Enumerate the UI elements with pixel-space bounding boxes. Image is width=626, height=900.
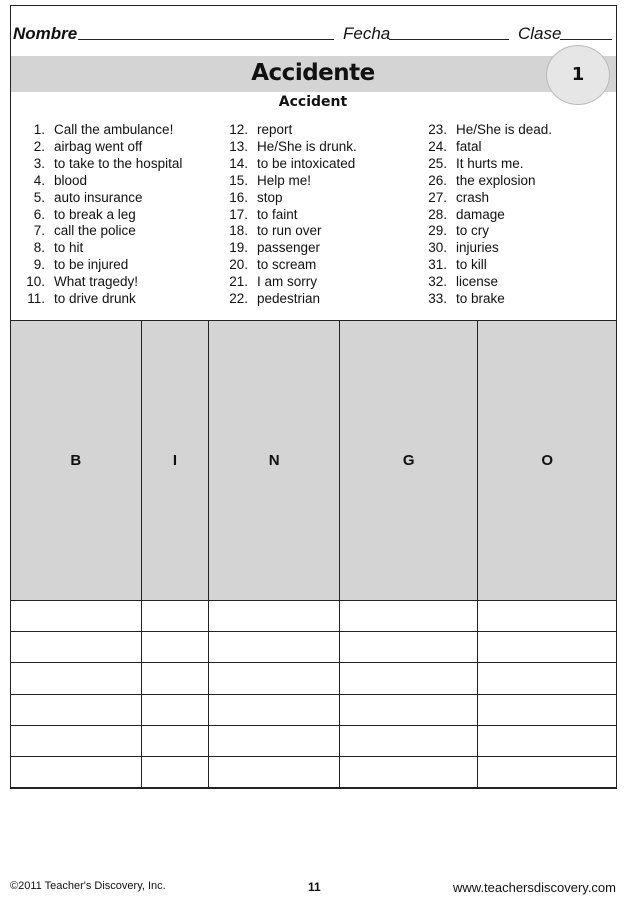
item-text: to hit (54, 240, 84, 256)
vocab-item (417, 256, 487, 273)
vocab-item (15, 172, 87, 189)
item-number: 30. (428, 240, 447, 256)
vocab-item (417, 239, 499, 256)
item-text: What tragedy! (54, 274, 139, 290)
item-number: 32. (428, 274, 447, 290)
item-number: 1. (33, 122, 45, 137)
vocab-item (218, 189, 283, 206)
bingo-cell[interactable] (340, 694, 478, 725)
item-number: 3. (33, 155, 45, 171)
item-number: 28. (428, 206, 447, 222)
vocab-item (417, 155, 524, 172)
vocab-item (15, 189, 143, 206)
bingo-cell[interactable] (141, 694, 209, 725)
bingo-header-g: G (340, 321, 478, 601)
footer-url: www.teachersdiscovery.com (452, 880, 616, 895)
bingo-cell[interactable] (209, 632, 340, 663)
vocab-item (15, 290, 136, 307)
bingo-cell[interactable] (141, 601, 209, 632)
vocab-item (218, 256, 316, 273)
item-text: passenger (257, 240, 321, 256)
item-number: 23. (428, 122, 447, 137)
item-number: 27. (428, 189, 447, 205)
bingo-header-b: B (11, 321, 142, 601)
bingo-cell[interactable] (340, 663, 478, 694)
class-label: Clase (518, 24, 562, 43)
bingo-row (11, 663, 617, 694)
item-number: 13. (229, 138, 248, 154)
bingo-cell[interactable] (209, 756, 340, 787)
bingo-cell[interactable] (11, 632, 142, 663)
copyright: ©2011 Teacher's Discovery, Inc. (10, 880, 166, 892)
vocab-item (15, 206, 136, 223)
item-number: 11. (27, 291, 45, 306)
item-number: 29. (428, 223, 447, 239)
bingo-row (11, 632, 617, 663)
item-number: 9. (33, 257, 45, 273)
bingo-cell[interactable] (11, 725, 142, 756)
item-number: 15. (229, 172, 248, 188)
bingo-grid (10, 320, 617, 788)
bingo-header-o: O (478, 321, 617, 601)
vocab-item (417, 222, 489, 239)
vocab-item (417, 172, 536, 189)
item-number: 21. (229, 274, 248, 290)
item-text: crash (456, 189, 490, 205)
bingo-cell[interactable] (209, 725, 340, 756)
item-number: 10. (26, 274, 45, 290)
vocab-item (417, 138, 482, 155)
item-number: 19. (229, 240, 248, 256)
bingo-cell[interactable] (478, 725, 617, 756)
vocab-item (218, 172, 311, 189)
item-text: report (257, 122, 293, 137)
item-number: 14. (229, 155, 248, 171)
item-number: 4. (33, 172, 45, 188)
page-subtitle: Accident (278, 94, 348, 110)
name-label: Nombre (13, 24, 78, 43)
item-number: 31. (428, 257, 447, 273)
bingo-header-i: I (141, 321, 209, 601)
item-text: It hurts me. (456, 155, 524, 171)
item-text: to be intoxicated (257, 155, 356, 171)
item-number: 16. (229, 189, 248, 205)
item-number: 24. (428, 138, 447, 154)
item-text: to faint (257, 206, 298, 222)
vocab-item (218, 222, 322, 239)
item-number: 2. (33, 138, 45, 154)
date-label: Fecha (343, 24, 391, 43)
vocab-item (218, 239, 320, 256)
item-number: 25. (428, 155, 447, 171)
item-text: stop (257, 189, 283, 205)
vocab-item (218, 273, 317, 290)
page-number: 11 (308, 880, 321, 894)
item-text: to brake (456, 291, 505, 306)
item-text: to run over (257, 223, 322, 239)
bingo-cell[interactable] (141, 663, 209, 694)
date-line (389, 39, 509, 40)
bingo-cell[interactable] (11, 663, 142, 694)
bingo-cell[interactable] (478, 694, 617, 725)
bingo-cell[interactable] (478, 632, 617, 663)
item-text: damage (456, 206, 505, 222)
item-text: the explosion (456, 172, 536, 188)
item-number: 6. (33, 206, 45, 222)
vocab-item (15, 138, 142, 155)
bingo-row (11, 725, 617, 756)
bingo-cell[interactable] (11, 694, 142, 725)
bingo-cell[interactable] (209, 694, 340, 725)
vocab-item (417, 189, 489, 206)
item-text: Help me! (257, 172, 312, 188)
item-text: to cry (456, 223, 490, 239)
bingo-row (11, 601, 617, 632)
bingo-row (11, 694, 617, 725)
name-line (78, 39, 334, 40)
item-number: 17. (229, 206, 248, 222)
vocab-item (417, 121, 552, 138)
vocab-item (218, 290, 320, 307)
item-number: 33. (428, 291, 447, 306)
item-text: to be injured (54, 257, 129, 273)
item-text: I am sorry (257, 274, 318, 290)
vocab-item (417, 290, 505, 307)
item-number: 22. (229, 291, 248, 306)
item-text: auto insurance (54, 189, 143, 205)
bingo-cell[interactable] (209, 601, 340, 632)
bingo-cell[interactable] (340, 756, 478, 787)
vocab-item (15, 222, 136, 239)
item-number: 20. (229, 257, 248, 273)
item-text: to scream (257, 257, 317, 273)
item-text: blood (54, 172, 88, 188)
item-text: to kill (456, 257, 487, 273)
vocab-item (417, 206, 505, 223)
item-text: injuries (456, 240, 499, 256)
item-number: 18. (229, 223, 248, 239)
item-text: fatal (456, 138, 482, 154)
vocab-item (417, 273, 498, 290)
bingo-cell[interactable] (340, 725, 478, 756)
item-text: He/She is dead. (456, 122, 553, 137)
vocab-item (218, 155, 355, 172)
item-text: to break a leg (54, 206, 136, 222)
item-number: 12. (229, 122, 248, 137)
class-line (560, 39, 612, 40)
bingo-cell[interactable] (478, 601, 617, 632)
bingo-cell[interactable] (141, 632, 209, 663)
item-text: He/She is drunk. (257, 138, 357, 154)
item-text: to drive drunk (54, 291, 136, 306)
item-text: airbag went off (54, 138, 143, 154)
vocab-item (218, 138, 357, 155)
bingo-cell[interactable] (478, 663, 617, 694)
vocab-item (15, 273, 138, 290)
vocab-item (218, 121, 292, 138)
item-text: call the police (54, 223, 136, 239)
vocab-item (15, 239, 83, 256)
vocab-item (15, 121, 173, 138)
vocab-item (218, 206, 298, 223)
bingo-cell[interactable] (478, 756, 617, 787)
item-text: pedestrian (257, 291, 321, 306)
bingo-cell[interactable] (11, 756, 142, 787)
bingo-cell[interactable] (340, 601, 478, 632)
item-number: 26. (428, 172, 447, 188)
bingo-cell[interactable] (141, 756, 209, 787)
item-number: 5. (33, 189, 45, 205)
bingo-cell[interactable] (141, 725, 209, 756)
vocab-item (15, 256, 128, 273)
bingo-cell[interactable] (209, 663, 340, 694)
bingo-row (11, 756, 617, 787)
item-number: 8. (33, 240, 45, 256)
bingo-header-n: N (209, 321, 340, 601)
page-title: Accidente (251, 60, 375, 86)
item-text: license (456, 274, 499, 290)
item-text: to take to the hospital (54, 155, 183, 171)
item-number: 7. (33, 223, 45, 239)
vocab-item (15, 155, 182, 172)
item-text: Call the ambulance! (54, 122, 174, 137)
lesson-badge: 1 (546, 45, 610, 105)
bingo-cell[interactable] (340, 632, 478, 663)
bingo-cell[interactable] (11, 601, 142, 632)
